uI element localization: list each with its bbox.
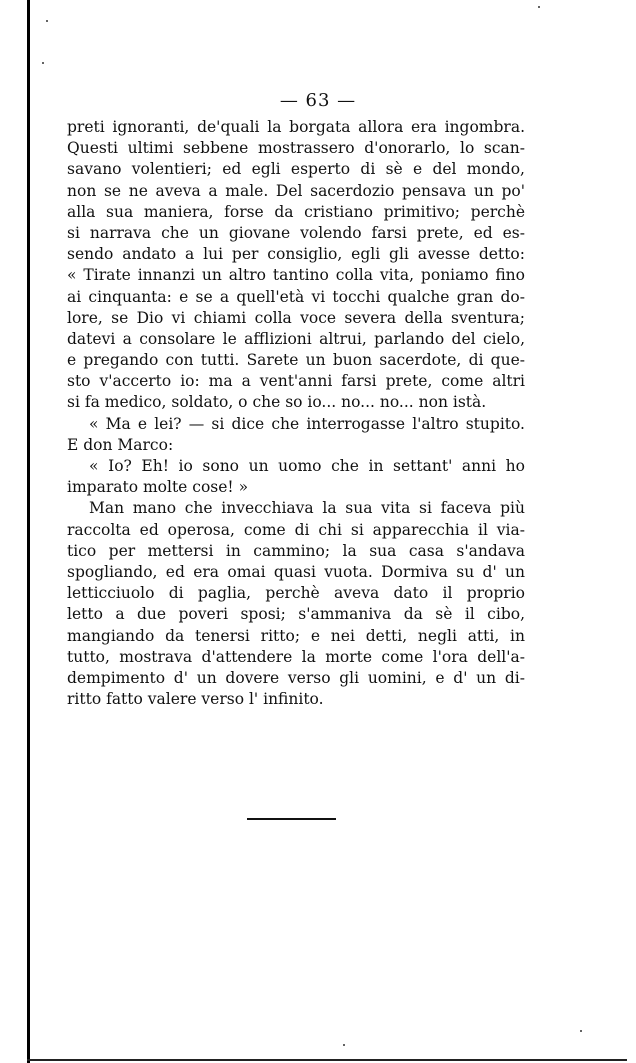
scan-speck bbox=[42, 62, 44, 64]
text-line: « Io? Eh! io sono un uomo che in settant' anni ho bbox=[89, 457, 525, 475]
page-left-edge bbox=[27, 0, 30, 1063]
page-number: — 63 — bbox=[279, 90, 357, 111]
text-line: non se ne aveva a male. Del sacerdozio pensava un po' bbox=[67, 181, 525, 200]
scan-speck bbox=[580, 1030, 582, 1032]
text-line: si fa medico, soldato, o che so io... no... no... non istà. bbox=[67, 393, 487, 412]
page-bottom-edge bbox=[27, 1059, 627, 1061]
text-line: spogliando, ed era omai quasi vuota. Dormiva su d' un bbox=[67, 562, 525, 581]
text-line: tutto, mostrava d'attendere la morte come l'ora dell'a- bbox=[67, 647, 525, 666]
text-line: tico per mettersi in cammino; la sua casa s'andava bbox=[67, 541, 525, 560]
text-line: si narrava che un giovane volendo farsi prete, ed es- bbox=[67, 223, 525, 242]
text-line: savano volentieri; ed egli esperto di sè e del mondo, bbox=[67, 160, 525, 179]
text-line: preti ignoranti, de'quali la borgata allora era ingombra. bbox=[67, 118, 525, 136]
scan-speck bbox=[46, 20, 48, 22]
body-text bbox=[67, 117, 525, 710]
scan-speck bbox=[538, 6, 540, 8]
scan-speck bbox=[343, 1044, 345, 1046]
text-line: imparato molte cose! » bbox=[67, 478, 249, 497]
text-line: dempimento d' un dovere verso gli uomini, e d' un di- bbox=[67, 668, 525, 687]
text-line: sendo andato a lui per consiglio, egli gli avesse detto: bbox=[67, 245, 525, 264]
text-line: datevi a consolare le afflizioni altrui, parlando del cielo, bbox=[67, 329, 525, 348]
text-line: lore, se Dio vi chiami colla voce severa della sventura; bbox=[67, 308, 525, 327]
text-line: Questi ultimi sebbene mostrassero d'onorarlo, lo scan- bbox=[67, 139, 525, 158]
chapter-end-rule bbox=[247, 818, 336, 820]
text-line: sto v'accerto io: ma a vent'anni farsi prete, come altri bbox=[67, 372, 525, 391]
text-line: ritto fatto valere verso l' infinito. bbox=[67, 690, 324, 709]
text-line: alla sua maniera, forse da cristiano primitivo; perchè bbox=[67, 202, 525, 221]
text-line: letticciuolo di paglia, perchè aveva dato il proprio bbox=[67, 584, 525, 603]
text-line: raccolta ed operosa, come di chi si apparecchia il via- bbox=[67, 520, 525, 539]
text-line: E don Marco: bbox=[67, 435, 174, 454]
text-line: Man mano che invecchiava la sua vita si faceva più bbox=[89, 499, 525, 518]
text-line: ai cinquanta: e se a quell'età vi tocchi qualche gran do- bbox=[67, 287, 525, 306]
text-line: e pregando con tutti. Sarete un buon sacerdote, di que- bbox=[67, 351, 525, 370]
text-line: letto a due poveri sposi; s'ammaniva da sè il cibo, bbox=[67, 605, 525, 624]
text-line: « Ma e lei? — si dice che interrogasse l'altro stupito. bbox=[89, 414, 525, 433]
text-line: mangiando da tenersi ritto; e nei detti, negli atti, in bbox=[67, 626, 525, 645]
text-line: « Tirate innanzi un altro tantino colla vita, poniamo fino bbox=[67, 266, 525, 285]
